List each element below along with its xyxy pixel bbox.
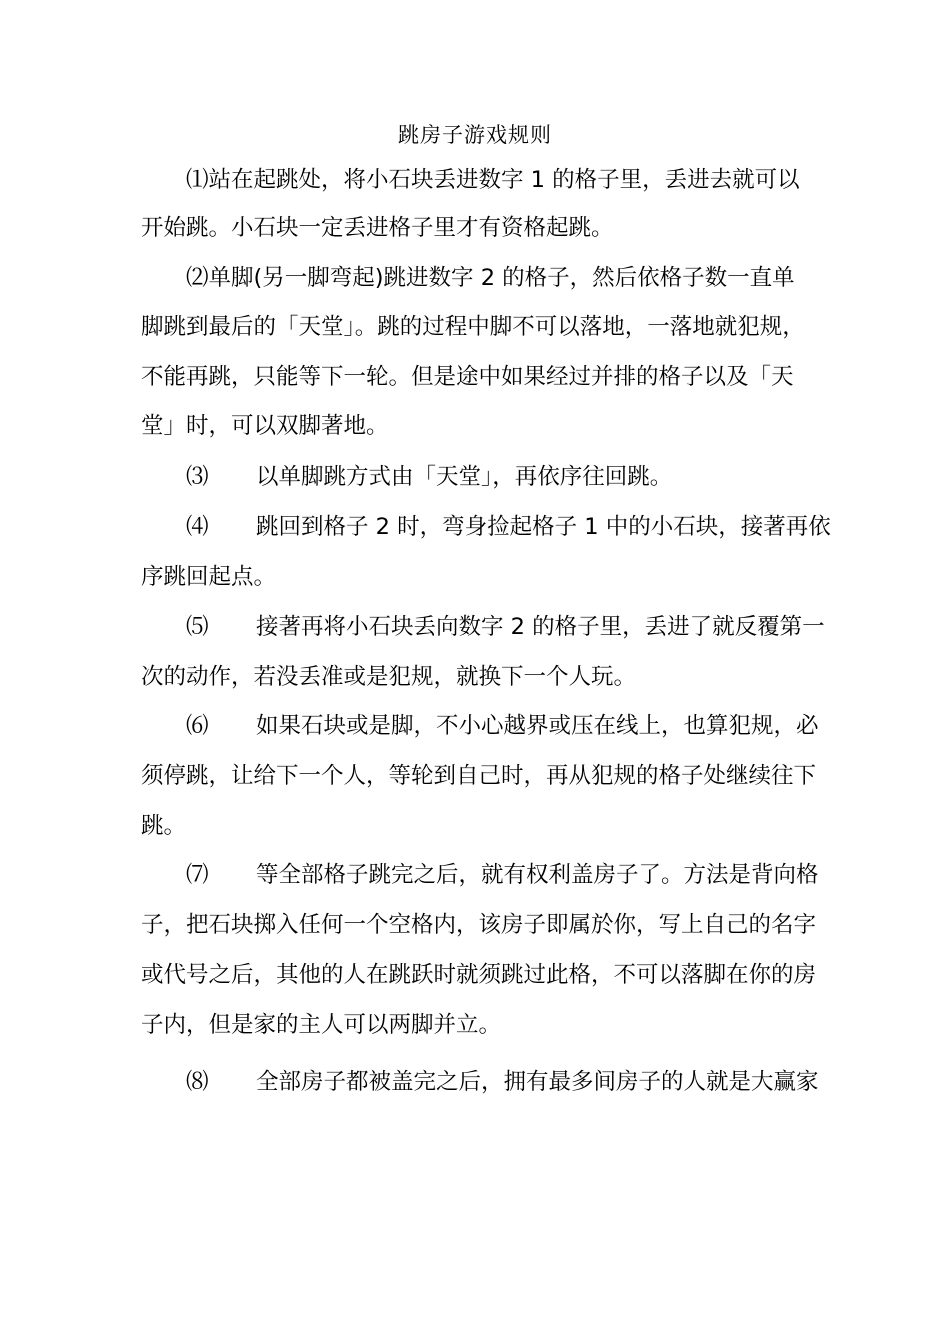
rule-4-number: ⑷ [186, 514, 209, 540]
rule-6-line-1 [186, 708, 819, 744]
rule-2-line-1: ⑵单脚(另一脚弯起)跳进数字 2 的格子，然后依格子数一直单 [186, 265, 795, 291]
rule-7-line-3: 或代号之后，其他的人在跳跃时就须跳过此格，不可以落脚在你的房 [141, 962, 817, 988]
rule-3-text: 以单脚跳方式由「天堂」，再依序往回跳。 [256, 464, 673, 490]
rule-7-line-1 [186, 857, 819, 893]
rule-2-line-4: 堂」时，可以双脚著地。 [141, 413, 389, 439]
rule-4-text-1: 跳回到格子 2 时，弯身捡起格子 1 中的小石块，接著再依 [256, 514, 831, 540]
rule-5-number: ⑸ [186, 614, 209, 640]
rule-2-line-3: 不能再跳，只能等下一轮。但是途中如果经过并排的格子以及「天 [141, 364, 794, 390]
rule-7-line-2: 子，把石块掷入任何一个空格内，该房子即属於你，写上自己的名字 [141, 912, 817, 938]
rule-6-text-1: 如果石块或是脚，不小心越界或压在线上，也算犯规，必 [256, 713, 819, 739]
rule-6-line-2: 须停跳，让给下一个人，等轮到自己时，再从犯规的格子处继续往下 [141, 763, 817, 789]
rule-1-line-2: 开始跳。小石块一定丢进格子里才有资格起跳。 [141, 215, 614, 241]
rule-3-number: ⑶ [186, 464, 209, 490]
rule-5-text-1: 接著再将小石块丢向数字 2 的格子里，丢进了就反覆第一 [256, 614, 825, 640]
rule-7-number: ⑺ [186, 862, 209, 888]
rule-7-line-4: 子内，但是家的主人可以两脚并立。 [141, 1012, 502, 1038]
rule-1-line-1: ⑴站在起跳处，将小石块丢进数字 1 的格子里，丢进去就可以 [186, 167, 800, 193]
rule-7-text-1: 等全部格子跳完之后，就有权利盖房子了。方法是背向格 [256, 862, 819, 888]
rule-3-line-1 [186, 459, 672, 495]
rule-8-number: ⑻ [186, 1069, 209, 1095]
rule-4-line-1 [186, 509, 831, 545]
rule-8-line-1 [186, 1064, 819, 1100]
rule-4-line-2: 序跳回起点。 [141, 564, 277, 590]
document-title: 跳房子游戏规则 [398, 123, 552, 147]
rule-5-line-1 [186, 609, 825, 645]
rule-5-line-2: 次的动作，若没丢准或是犯规，就换下一个人玩。 [141, 664, 637, 690]
rule-6-number: ⑹ [186, 713, 209, 739]
rule-2-line-2: 脚跳到最后的「天堂」。跳的过程中脚不可以落地，一落地就犯规， [141, 314, 805, 340]
rule-6-line-3: 跳。 [141, 813, 187, 839]
rule-8-text-1: 全部房子都被盖完之后，拥有最多间房子的人就是大赢家 [256, 1069, 819, 1095]
